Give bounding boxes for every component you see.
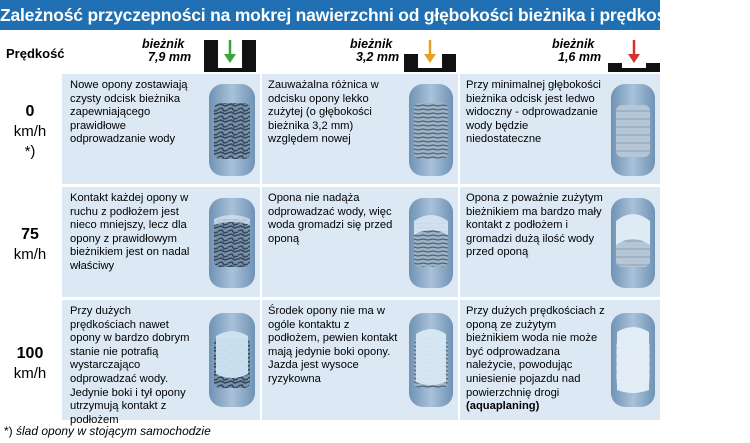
speed-value: 100: [16, 345, 44, 362]
tread-depth-value: 7,9 mm: [148, 50, 192, 64]
cell-description: Przy dużych prędkościach nawet opony w bardzo dobrym stanie nie potrafią wystarczająco odprowadzać wody. Jedynie boki i tył opony utrzymują kontakt z podłożem: [70, 305, 190, 426]
speed-note: *): [24, 143, 36, 160]
table-row: [0, 300, 660, 426]
speed-cell: [0, 102, 60, 162]
cell-medium-100kmh: [262, 300, 458, 420]
footnote: [4, 424, 211, 438]
cell-worn-75kmh: [460, 187, 660, 297]
table-row: [0, 187, 660, 297]
tire-footprint-image: [408, 83, 454, 177]
cell-worn-0kmh: [460, 74, 660, 184]
cell-new-100kmh: [62, 300, 260, 426]
tire-footprint-image: [408, 312, 454, 408]
speed-cell: [0, 225, 60, 265]
cell-description: Opona nie nadąża odprowadzać wody, więc woda gromadzi się przed oponą: [268, 192, 393, 245]
tread-groove-deep-icon: [202, 36, 258, 72]
tire-footprint-image: [208, 197, 256, 289]
column-header-worn: [460, 34, 660, 72]
tread-groove-medium-icon: [402, 36, 458, 72]
cell-new-75kmh: [62, 187, 260, 297]
tire-footprint-image: [208, 83, 256, 177]
cell-description: Przy dużych prędkościach z oponą ze zużytym bieżnikiem woda nie może być odprowadzana należycie, powodując uniesienie pojazdu nad powierzchnię drogi (aquaplaning): [466, 305, 605, 413]
speed-unit: km/h: [13, 123, 47, 140]
cell-worn-100kmh: [460, 300, 660, 420]
tire-footprint-image: [408, 197, 454, 289]
tire-footprint-image: [208, 312, 256, 408]
speed-unit: km/h: [13, 365, 47, 382]
tread-label: bieżnik: [552, 37, 595, 51]
cell-medium-0kmh: [262, 74, 458, 184]
tread-label: bieżnik: [350, 37, 393, 51]
speed-column-header: Prędkość: [6, 46, 65, 61]
column-header-new: [62, 34, 260, 72]
cell-description: Zauważalna różnica w odcisku opony lekko zużytej (o głębokości bieżnika 3,2 mm) względem nowej: [268, 79, 379, 146]
tread-label: bieżnik: [142, 37, 185, 51]
speed-cell: [0, 344, 60, 384]
tread-groove-worn-icon: [608, 36, 660, 72]
speed-unit: km/h: [13, 246, 47, 263]
cell-new-0kmh: [62, 74, 260, 184]
tire-footprint-image: [610, 83, 656, 177]
tread-depth-value: 1,6 mm: [558, 50, 602, 64]
footnote-mark: *): [4, 424, 13, 438]
table-row: [0, 74, 660, 184]
column-header-medium: [262, 34, 458, 72]
speed-value: 0: [25, 103, 35, 120]
cell-description: Opona z poważnie zużytym bieżnikiem ma bardzo mały kontakt z podłożem i gromadzi dużą ilość wody przed oponą: [466, 192, 603, 259]
tire-footprint-image: [610, 197, 656, 289]
speed-value: 75: [21, 226, 39, 243]
cell-description: Nowe opony zostawiają czysty odcisk bieżnika zapewniającego prawidłowe odprowadzanie wody: [70, 79, 188, 146]
cell-description: Środek opony nie ma w ogóle kontaktu z podłożem, pewien kontakt mają jedynie boki opony. Jazda jest wysoce ryzykowna: [268, 305, 398, 385]
page-title: Zależność przyczepności na mokrej nawierzchni od głębokości bieżnika i prędkości pojazdu: [0, 0, 660, 30]
cell-description: Przy minimalnej głębokości bieżnika odcisk jest ledwo widoczny - odprowadzanie wody będzie niedostateczne: [466, 79, 601, 146]
tire-footprint-image: [610, 312, 656, 408]
footnote-text: ślad opony w stojącym samochodzie: [16, 424, 211, 438]
cell-medium-75kmh: [262, 187, 458, 297]
tread-depth-value: 3,2 mm: [356, 50, 400, 64]
cell-description: Kontakt każdej opony w ruchu z podłożem jest nieco mniejszy, lecz dla opony z prawidłowym bieżnikiem jest on nadal właściwy: [70, 192, 190, 272]
aquaplaning-label: (aquaplaning): [466, 400, 540, 413]
